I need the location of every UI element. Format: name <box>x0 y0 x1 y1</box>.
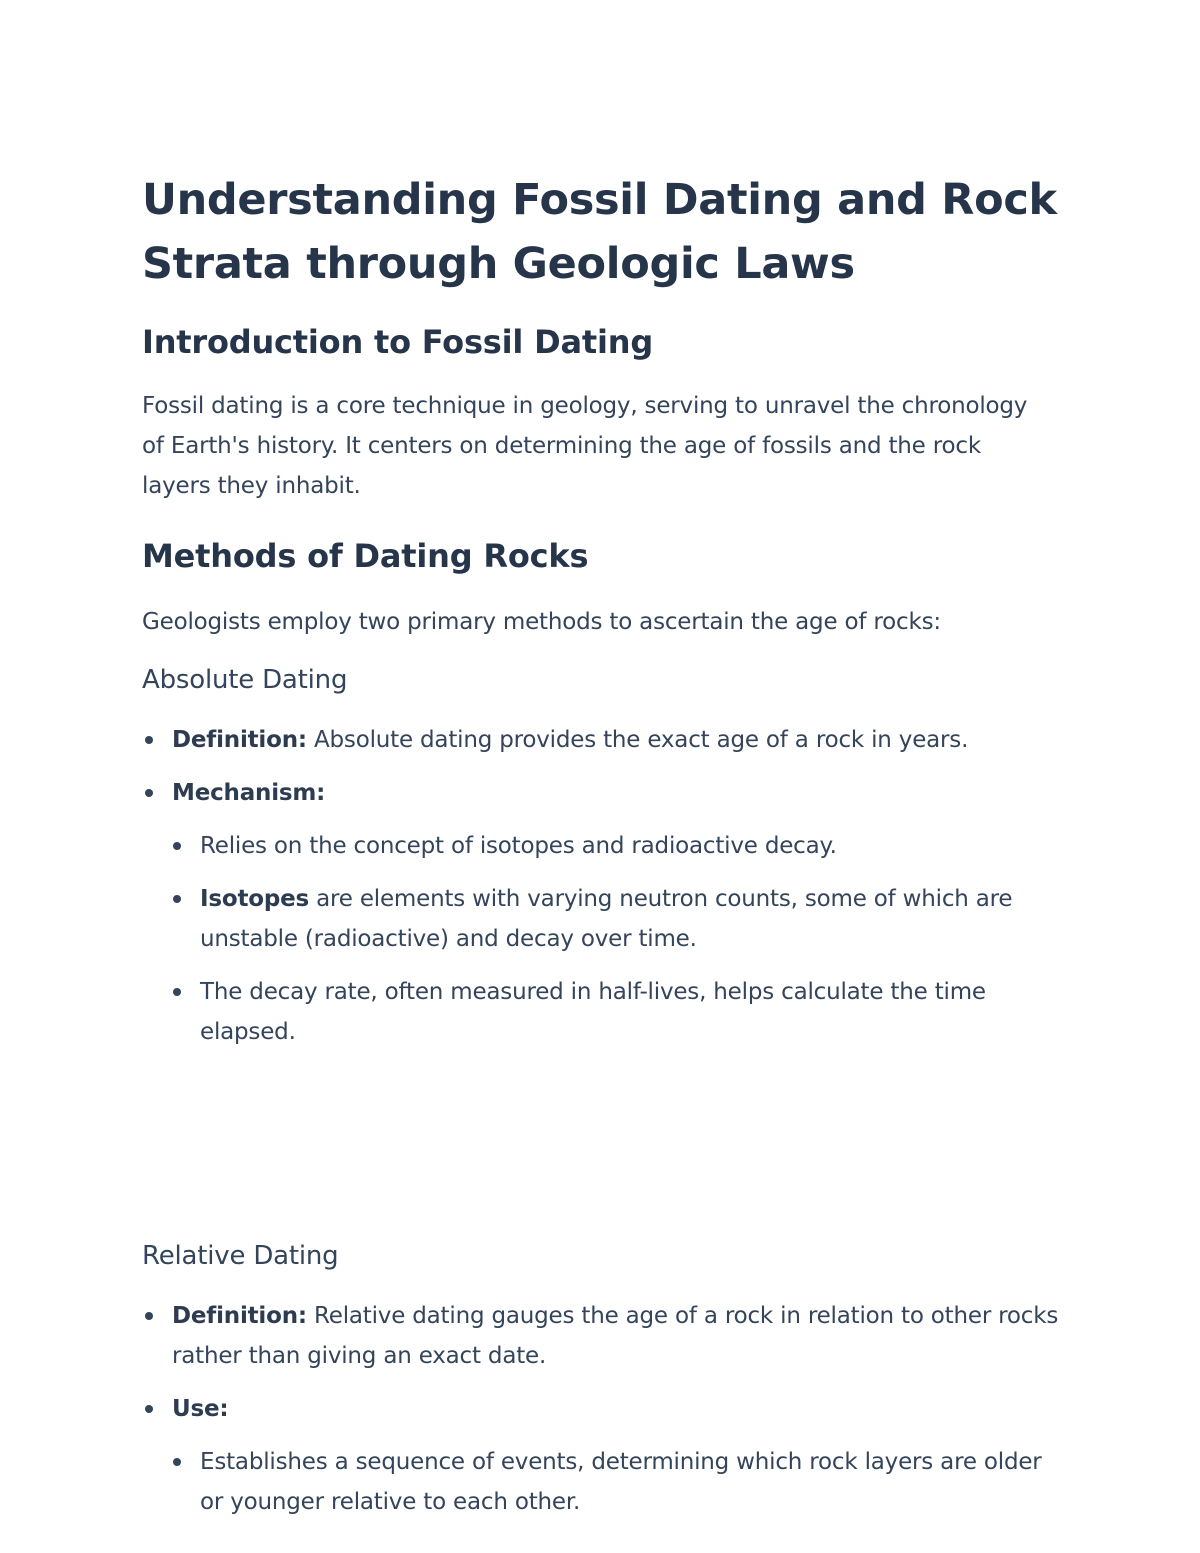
label-isotopes: Isotopes <box>200 886 309 912</box>
label-definition: Definition: <box>172 1303 307 1329</box>
mechanism-item-1-text: Relies on the concept of isotopes and radioactive decay. <box>200 833 837 859</box>
absolute-dating-list <box>142 720 1062 1052</box>
use-item-1-text: Establishes a sequence of events, determining which rock layers are older or younger relative to each other. <box>200 1449 1042 1515</box>
section-heading-methods: Methods of Dating Rocks <box>142 537 589 575</box>
list-item-relative-definition <box>142 1296 1062 1376</box>
subheading-relative-dating: Relative Dating <box>142 1241 339 1271</box>
mechanism-item-3-text: The decay rate, often measured in half-lives, helps calculate the time elapsed. <box>200 979 986 1045</box>
bullet-icon <box>173 1458 181 1466</box>
label-use: Use: <box>172 1396 229 1422</box>
absolute-definition-text: Absolute dating provides the exact age of a rock in years. <box>306 727 969 753</box>
bullet-icon <box>145 789 153 797</box>
list-item-mechanism-2 <box>142 879 1062 959</box>
document-title: Understanding Fossil Dating and Rock Strata through Geologic Laws <box>142 175 1057 289</box>
label-mechanism: Mechanism: <box>172 780 326 806</box>
bullet-icon <box>173 895 181 903</box>
list-item-use-1 <box>142 1442 1062 1522</box>
list-item-mechanism-1 <box>142 826 1062 866</box>
bullet-icon <box>145 736 153 744</box>
mechanism-item-2-text: are elements with varying neutron counts, some of which are unstable (radioactive) and decay over time. <box>200 886 1013 952</box>
list-item-mechanism-3 <box>142 972 1062 1052</box>
subheading-absolute-dating: Absolute Dating <box>142 665 348 695</box>
relative-definition-text: Relative dating gauges the age of a rock in relation to other rocks rather than giving an exact date. <box>172 1303 1059 1369</box>
list-item-relative-use <box>142 1389 1062 1429</box>
list-item-absolute-definition <box>142 720 1062 760</box>
methods-paragraph: Geologists employ two primary methods to ascertain the age of rocks: <box>142 609 941 635</box>
section-heading-introduction: Introduction to Fossil Dating <box>142 323 654 361</box>
relative-dating-list <box>142 1296 1062 1522</box>
bullet-icon <box>173 842 181 850</box>
list-item-absolute-mechanism <box>142 773 1062 813</box>
bullet-icon <box>173 988 181 996</box>
bullet-icon <box>145 1405 153 1413</box>
bullet-icon <box>145 1312 153 1320</box>
label-definition: Definition: <box>172 727 307 753</box>
intro-paragraph: Fossil dating is a core technique in geology, serving to unravel the chronology of Earth's history. It centers on determining the age of fossils and the rock layers they inhabit. <box>142 393 1028 499</box>
